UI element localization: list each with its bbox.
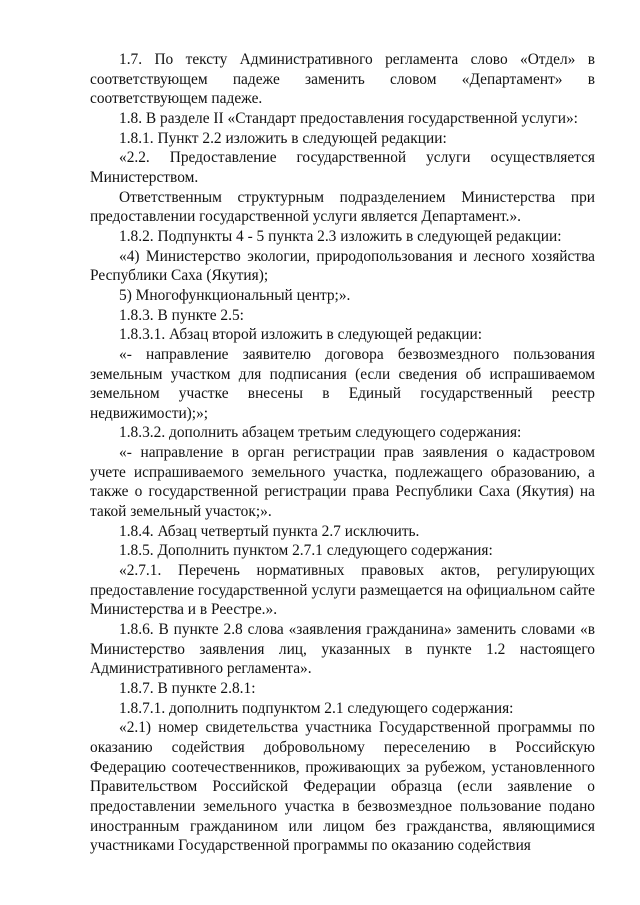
paragraph-item-5: 5) Многофункциональный центр;». [119,286,351,304]
paragraph-1-8-6: 1.8.6. В пункте 2.8 слова «заявления гражданина» заменить словами «в Министерство заявления лиц, указанных в пункте 1.2 настоящего Административного регламента». [90,621,595,678]
paragraph-1-7: 1.7. По тексту Административного регламента слово «Отдел» в соответствующем падеже заменить словом «Департамент» в соответствующем падеже. [90,51,595,108]
paragraph-1-8-3-1: 1.8.3.1. Абзац второй изложить в следующей редакции: [119,326,483,344]
paragraph-1-8: 1.8. В разделе II «Стандарт предоставления государственной услуги»: [119,109,578,127]
paragraph-1-8-3-2: 1.8.3.2. дополнить абзацем третьим следующего содержания: [119,424,522,442]
paragraph-2-1: «2.1) номер свидетельства участника Государственной программы по оказанию содействия добровольному переселению в Российскую Федерацию соотечественников, проживающих за рубежом, установленного Правительством Российской Федерации образца (если заявление о предоставлении земельного участка в безвозмездное пользование подано иностранным гражданином или лицом без гражданства, являющимися участниками Государственной программы по оказанию содействия [90,719,595,855]
paragraph-1-8-4: 1.8.4. Абзац четвертый пункта 2.7 исключить. [119,522,420,540]
paragraph-item-4: «4) Министерство экологии, природопользования и лесного хозяйства Республики Саха (Якутия); [90,247,595,285]
paragraph-1-8-5: 1.8.5. Дополнить пунктом 2.7.1 следующего содержания: [119,542,493,560]
document-body [90,50,595,856]
paragraph-1-8-7-1: 1.8.7.1. дополнить подпунктом 2.1 следующего содержания: [119,699,514,717]
paragraph-1-8-7: 1.8.7. В пункте 2.8.1: [119,680,256,697]
paragraph-responsible-unit: Ответственным структурным подразделением Министерства при предоставлении государственной услуги является Департамент.». [90,188,595,226]
paragraph-1-8-1: 1.8.1. Пункт 2.2 изложить в следующей редакции: [119,129,447,147]
paragraph-contract-direction: «- направление заявителю договора безвозмездного пользования земельным участком для подписания (если сведения об испрашиваемом земельном участке внесены в Единый государственный реестр недвижимости);»; [90,345,595,422]
paragraph-1-8-2: 1.8.2. Подпункты 4 - 5 пункта 2.3 изложить в следующей редакции: [119,227,562,245]
paragraph-2-2: «2.2. Предоставление государственной услуги осуществляется Министерством. [90,149,595,186]
paragraph-1-8-3: 1.8.3. В пункте 2.5: [119,306,244,324]
paragraph-registration-direction: «- направление в орган регистрации прав заявления о кадастровом учете испрашиваемого земельного участка, подлежащего образованию, а также о государственной регистрации права Республики Саха (Якутия) на такой земельный участок;». [90,444,595,521]
paragraph-2-7-1: «2.7.1. Перечень нормативных правовых актов, регулирующих предоставление государственной услуги размещается на официальном сайте Министерства и в Реестре.». [90,562,595,619]
